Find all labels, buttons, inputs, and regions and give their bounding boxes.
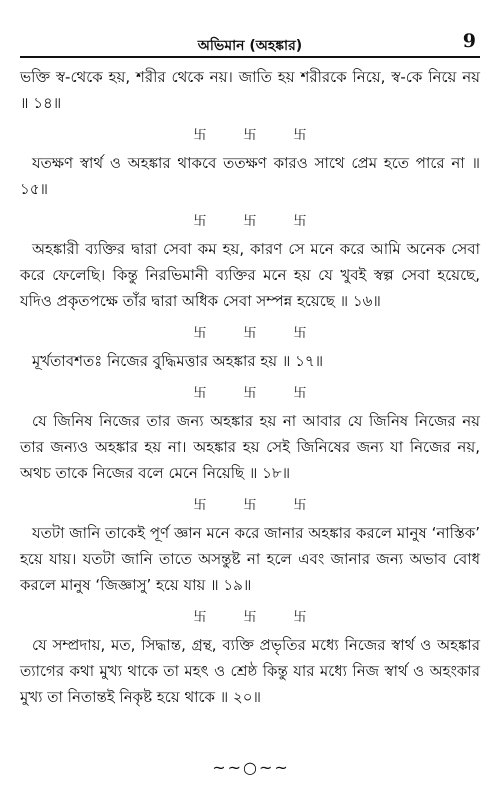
swastika-icon: 卐: [243, 127, 257, 143]
swastika-icon: 卐: [243, 385, 257, 401]
swastika-separator: [20, 116, 480, 150]
swastika-icon: 卐: [293, 127, 307, 143]
verse-14: ভক্তি স্ব-থেকে হয়, শরীর থেকে নয়। জাতি হয় শরীরকে নিয়ে, স্ব-কে নিয়ে নয় ॥ ১৪॥: [20, 68, 480, 112]
header-rule: [20, 56, 480, 58]
swastika-icon: 卐: [193, 497, 207, 513]
swastika-icon: 卐: [293, 213, 307, 229]
page-body: [20, 64, 480, 710]
chapter-title: অভিমান (অহঙ্কার): [197, 38, 303, 54]
swastika-separator: [20, 598, 480, 632]
swastika-icon: 卐: [293, 385, 307, 401]
swastika-icon: 卐: [243, 325, 257, 341]
page-header: [20, 30, 480, 60]
verse-16: অহঙ্কারী ব্যক্তির দ্বারা সেবা কম হয়, কারণ সে মনে করে আমি অনেক সেবা করে ফেলেছি। কিন্তু নিরভিমানী ব্যক্তির মনে হয় যে খুবই স্বল্প সেবা হয়েছে, যদিও প্রকৃতপক্ষে তাঁর দ্বারা অধিক সেবা সম্পন্ন হয়েছে ॥ ১৬॥: [20, 240, 480, 310]
swastika-icon: 卐: [293, 609, 307, 625]
swastika-separator: [20, 486, 480, 520]
page-number: 9: [462, 30, 476, 52]
end-ornament: ~~○~~: [212, 758, 290, 777]
swastika-icon: 卐: [293, 497, 307, 513]
swastika-icon: 卐: [243, 497, 257, 513]
swastika-separator: [20, 374, 480, 408]
verse-20: যে সম্প্রদায়, মত, সিদ্ধান্ত, গ্রন্থ, ব্যক্তি প্রভৃতির মধ্যে নিজের স্বার্থ ও অহঙ্কার ত্যাগের কথা মুখ্য থাকে তা মহৎ ও শ্রেষ্ঠ কিন্তু যার মধ্যে নিজ স্বার্থ ও অহংকার মুখ্য তা নিতান্তই নিকৃষ্ট হয়ে থাকে ॥ ২০॥: [20, 636, 480, 706]
verse-18: যে জিনিষ নিজের তার জন্য অহঙ্কার হয় না আবার যে জিনিষ নিজের নয় তার জন্যও অহঙ্কার হয় না। অহঙ্কার হয় সেই জিনিষের জন্য যা নিজের নয়, অথচ তাকে নিজের বলে মেনে নিয়েছি ॥ ১৮॥: [20, 412, 480, 482]
swastika-icon: 卐: [193, 127, 207, 143]
swastika-icon: 卐: [243, 213, 257, 229]
swastika-icon: 卐: [243, 609, 257, 625]
swastika-separator: [20, 202, 480, 236]
swastika-icon: 卐: [193, 213, 207, 229]
swastika-icon: 卐: [193, 325, 207, 341]
verse-15: যতক্ষণ স্বার্থ ও অহঙ্কার থাকবে ততক্ষণ কারও সাথে প্রেম হতে পারে না ॥ ১৫॥: [20, 154, 480, 198]
swastika-separator: [20, 314, 480, 348]
verse-17: মূর্খতাবশতঃ নিজের বুদ্ধিমত্তার অহঙ্কার হয় ॥ ১৭॥: [32, 352, 324, 370]
swastika-icon: 卐: [193, 609, 207, 625]
swastika-icon: 卐: [293, 325, 307, 341]
verse-19: যতটা জানি তাকেই পূর্ণ জ্ঞান মনে করে জানার অহঙ্কার করলে মানুষ ‘নাস্তিক’ হয়ে যায়। যতটা জানি তাতে অসন্তুষ্ট না হলে এবং জানার জন্য অভাব বোধ করলে মানুষ ‘জিজ্ঞাসু’ হয়ে যায় ॥ ১৯॥: [20, 524, 480, 594]
swastika-icon: 卐: [193, 385, 207, 401]
